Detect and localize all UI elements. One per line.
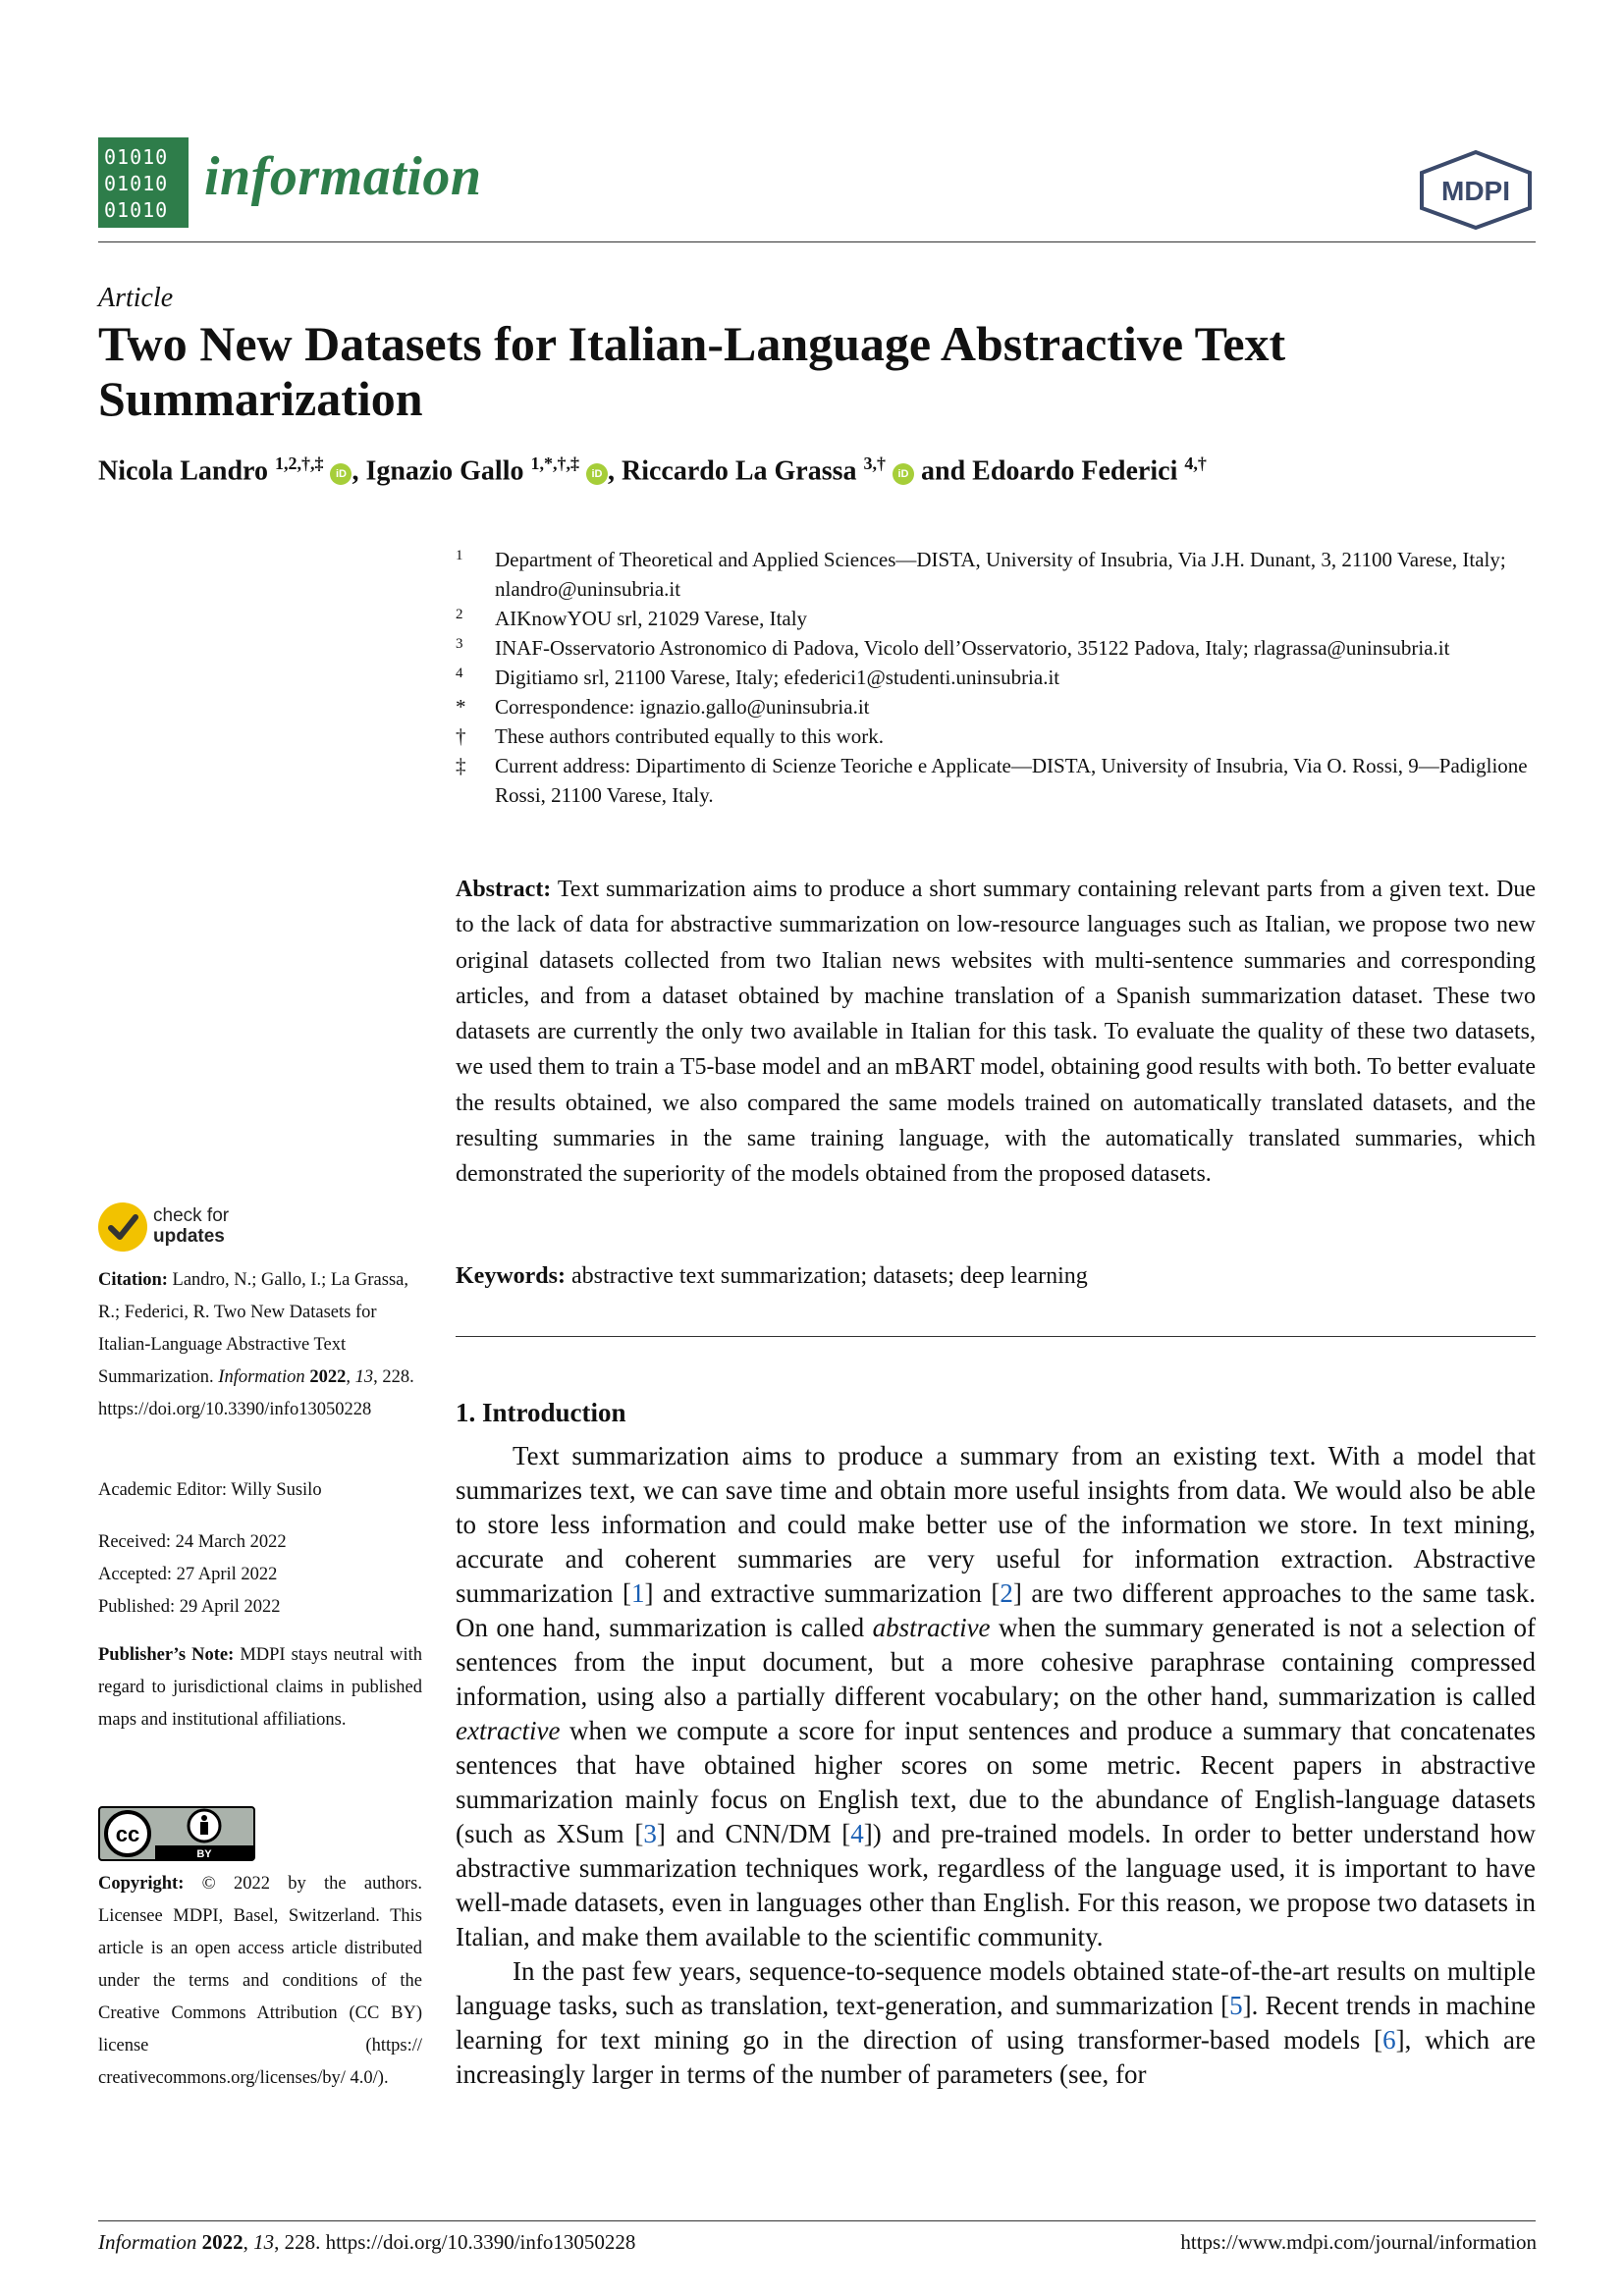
text-run: when we compute a score for input sentences and produce a summary that concatenates sentences that have obtained higher scores on some metric. Recent papers in abstractive summarization mainly focus on English text, due to the abundance of English-language datasets (such as XSum [ [456,1716,1536,1848]
academic-editor: Academic Editor: Willy Susilo [98,1480,322,1500]
paragraph [456,1439,1536,1954]
emphasis-text: abstractive [872,1613,991,1642]
affiliation-symbol: * [456,695,466,719]
paper-title: Two New Datasets for Italian-Language Abstractive Text Summarization [98,316,1286,426]
logo-line: 01010 [104,198,169,222]
author-separator: , [607,455,622,487]
affiliation-text: Digitiamo srl, 21100 Varese, Italy; efederici1@studenti.uninsubria.it [495,666,1060,689]
text-run: ]. Recent trends in machine learning for text mining go in the direction of using transformer-based models [ [456,1991,1536,2055]
logo-line: 01010 [104,172,169,195]
text-run: ], which are increasingly larger in terms of the number of parameters (see, for [456,2025,1537,2089]
citation-journal: Information [218,1367,305,1387]
citation-link[interactable]: 6 [1382,2025,1396,2055]
affiliation-symbol: ‡ [456,754,466,777]
citation-label: Citation: [98,1270,168,1290]
orcid-icon[interactable]: iD [893,463,914,485]
checkmark-icon [98,1202,147,1252]
published-date: Published: 29 April 2022 [98,1597,281,1617]
affiliation-item [454,633,1539,663]
equal-contribution-note [454,721,1539,751]
journal-logo-icon [98,137,189,228]
footer-volume: 13 [253,2230,275,2254]
affiliation-number: 3 [456,636,463,652]
introduction-body [456,1439,1536,2092]
cc-by-license-icon[interactable] [98,1806,255,1861]
author-list [98,454,1532,487]
check-for-updates-button[interactable] [98,1202,295,1257]
citation-link[interactable]: 5 [1229,1991,1243,2020]
abstract [456,872,1536,1193]
citation-link[interactable]: 2 [1000,1578,1013,1608]
copyright-text: © 2022 by the authors. Licensee MDPI, Basel, Switzerland. This article is an open access article distributed under the terms and conditions of the Creative Commons Attribution (CC BY) license (https:// creativecommons.org/licenses/by/ 4.0/). [98,1874,422,2088]
footer-doi[interactable]: , 228. https://doi.org/10.3390/info13050228 [274,2230,636,2254]
orcid-icon[interactable]: iD [330,463,352,485]
affiliation-item [454,663,1539,692]
affiliation-text: Department of Theoretical and Applied Sciences—DISTA, University of Insubria, Via J.H. Dunant, 3, 21100 Varese, Italy; nlandro@uninsubria.it [495,548,1506,601]
orcid-icon[interactable]: iD [586,463,608,485]
mdpi-logo-icon [1416,149,1536,230]
copyright-block [98,1868,422,2095]
text-run: ] are two different approaches to the same task. On one hand, summarization is called [456,1578,1537,1642]
citation-block: Citation: Landro, N.; Gallo, I.; La Grassa, R.; Federici, R. Two New Datasets for Italian-Language Abstractive Text Summarization. Information 2022, 13, 228. https://doi.org/10.3390/info13050228 [98,1270,414,1419]
abstract-label: Abstract: [456,877,552,902]
citation-doi[interactable]: , 228. https://doi.org/10.3390/info13050228 [98,1367,414,1419]
check-updates-text: check for [153,1205,230,1226]
footer-divider [98,2220,1536,2221]
affiliation-symbol: † [456,724,466,748]
keywords-label: Keywords: [456,1263,566,1289]
affiliation-list [454,545,1539,810]
abstract-text: Text summarization aims to produce a short summary containing relevant parts from a given text. Due to the lack of data for abstractive summarization on low-resource languages such as Italian, we propose two new original datasets collected from two Italian news websites with multi-sentence summaries and corresponding articles, and from a dataset obtained by machine translation of a Spanish summarization dataset. These two datasets are currently the only two available in Italian for this task. To evaluate the quality of these two datasets, we used them to train a T5-base model and an mBART model, obtaining good results with both. To better evaluate the results obtained, we also compared the same models trained on automatically translated datasets, and the resulting summaries in the same training language, with the automatically translated summaries, which demonstrated the superiority of the models obtained from the proposed datasets. [456,877,1536,1188]
author-name[interactable]: Nicola Landro [98,455,268,487]
footer-citation: Information 2022, 13, 228. https://doi.org/10.3390/info13050228 [98,2230,636,2254]
affiliation-item [454,604,1539,633]
author-affiliation-marks: 3,† [863,454,886,473]
current-address-note [454,751,1539,810]
accepted-date: Accepted: 27 April 2022 [98,1565,278,1584]
affiliation-text: Correspondence: ignazio.gallo@uninsubria.it [495,695,870,719]
text-run: ] and CNN/DM [ [656,1819,851,1848]
affiliation-item [454,545,1539,604]
text-run: ] and extractive summarization [ [644,1578,1001,1608]
copyright-label: Copyright: [98,1874,185,1894]
text-run: ]) and pre-trained models. In order to better understand how abstractive summarization techniques work, regardless of the language used, it is important to have well-made datasets, even in languages other than English. For this reason, we propose two datasets in Italian, and make them available to the scientific community. [456,1819,1537,1951]
publisher-note-text: MDPI stays neutral with regard to jurisdictional claims in published maps and institutional affiliations. [98,1645,422,1730]
footer-journal: Information [98,2230,197,2254]
affiliation-text: Current address: Dipartimento di Scienze Teoriche e Applicate—DISTA, University of Insubria, Via O. Rossi, 9—Padiglione Rossi, 21100 Varese, Italy. [495,754,1528,807]
keywords-text: abstractive text summarization; datasets; deep learning [565,1263,1088,1289]
affiliation-number: 2 [456,607,463,622]
author-affiliation-marks: 4,† [1184,454,1207,473]
author-affiliation-marks: 1,*,†,‡ [530,454,579,473]
publisher-note [98,1639,422,1736]
citation-link[interactable]: 1 [630,1578,645,1608]
citation-text: Landro, N.; Gallo, I.; La Grassa, R.; Federici, R. Two New Datasets for Italian-Language Abstractive Text Summarization. [98,1270,408,1387]
text-run: In the past few years, sequence-to-sequence models obtained state-of-the-art results on multiple language tasks, such as translation, text-generation, and summarization [ [456,1956,1536,2020]
citation-year: 2022 [309,1367,347,1387]
keywords [456,1258,1536,1294]
author-name[interactable]: Edoardo Federici [972,455,1178,487]
author-separator: and [914,455,973,487]
text-run: when the summary generated is not a selection of sentences from the input document, but a more cohesive paraphrase containing compressed information, using also a partially different vocabulary; on the other hand, summarization is called [456,1613,1536,1711]
check-updates-text-bold: updates [153,1226,225,1247]
affiliation-number: 4 [456,666,463,681]
publisher-logo-text: MDPI [1441,176,1510,206]
correspondence-item [454,692,1539,721]
paragraph [456,1954,1536,2092]
publication-dates [98,1526,422,1624]
logo-line: 01010 [104,145,169,169]
affiliation-text: INAF-Osservatorio Astronomico di Padova, Vicolo dell’Osservatorio, 35122 Padova, Italy; rlagrassa@uninsubria.it [495,636,1450,660]
affiliation-number: 1 [456,548,463,563]
footer-journal-url[interactable]: https://www.mdpi.com/journal/information [1180,2230,1537,2254]
svg-text:cc: cc [115,1822,140,1846]
emphasis-text: extractive [456,1716,561,1745]
journal-name: information [204,146,482,207]
section-divider [456,1336,1536,1337]
affiliation-text: These authors contributed equally to this work. [495,724,884,748]
author-separator: , [352,455,366,487]
author-name[interactable]: Riccardo La Grassa [621,455,857,487]
cc-by-label: BY [196,1848,212,1860]
citation-volume: 13 [354,1367,374,1387]
citation-link[interactable]: 3 [643,1819,657,1848]
footer-year: 2022 [201,2230,244,2254]
received-date: Received: 24 March 2022 [98,1532,287,1552]
affiliation-text: AIKnowYOU srl, 21029 Varese, Italy [495,607,808,630]
citation-link[interactable]: 4 [850,1819,864,1848]
publisher-note-label: Publisher’s Note: [98,1645,235,1665]
article-type: Article [98,283,174,313]
author-affiliation-marks: 1,2,†,‡ [274,454,324,473]
header-divider [98,241,1536,242]
text-run: Text summarization aims to produce a summary from an existing text. With a model that summarizes text, we can save time and obtain more useful insights from data. We would also be able to store less information and could make better use of the information we store. In text mining, accurate and coherent summaries are very useful for information extraction. Abstractive summarization [ [456,1441,1536,1608]
author-name[interactable]: Ignazio Gallo [365,455,524,487]
section-heading: 1. Introduction [456,1398,626,1427]
